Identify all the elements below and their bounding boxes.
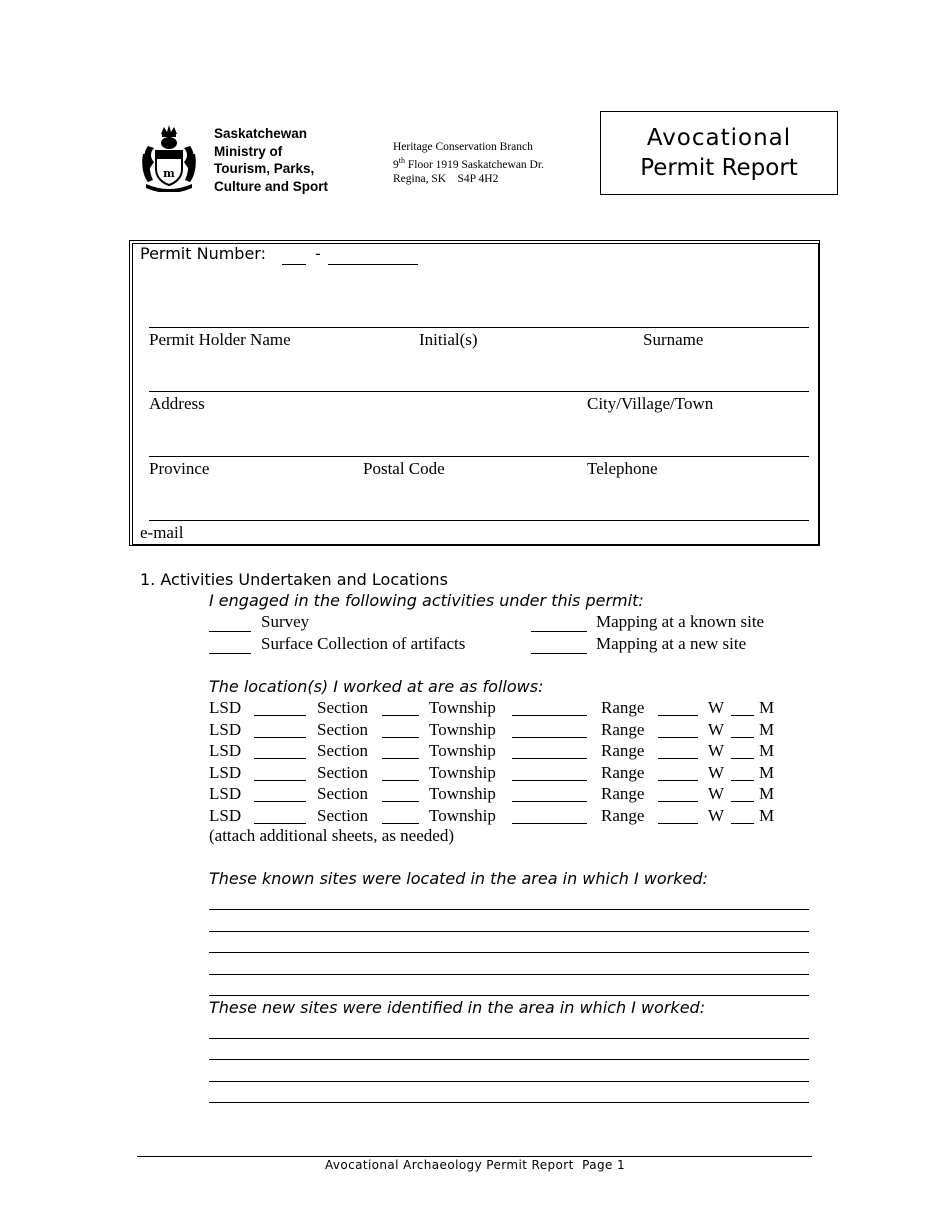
range-field[interactable] (658, 723, 698, 738)
township-label: Township (429, 784, 496, 803)
township-label: Township (429, 719, 496, 739)
meridian-field[interactable] (731, 723, 754, 738)
section-label: Section (317, 784, 368, 803)
range-label: Range (601, 784, 645, 803)
lsd-field[interactable] (254, 787, 306, 802)
range-field[interactable] (658, 701, 698, 716)
province-label: Province (149, 459, 210, 478)
mapping-known-checkbox-line[interactable] (531, 617, 587, 632)
township-field[interactable] (512, 766, 587, 781)
meridian-field[interactable] (731, 787, 754, 802)
mapping-new-checkbox-line[interactable] (531, 639, 587, 654)
new-site-line[interactable] (209, 1102, 809, 1103)
section-label: Section (317, 741, 368, 760)
w-label: W (708, 719, 725, 739)
township-field[interactable] (512, 809, 587, 824)
lsd-label: LSD (209, 741, 242, 760)
known-site-line[interactable] (209, 909, 809, 910)
meridian-field[interactable] (731, 701, 754, 716)
m-label: M (759, 805, 775, 825)
section-field[interactable] (382, 723, 419, 738)
lsd-field[interactable] (254, 723, 306, 738)
township-label: Township (429, 698, 496, 717)
section-field[interactable] (382, 787, 419, 802)
lsd-field[interactable] (254, 766, 306, 781)
lsd-label: LSD (209, 805, 242, 825)
new-site-line[interactable] (209, 1059, 809, 1060)
section-field[interactable] (382, 766, 419, 781)
known-sites-label: These known sites were located in the area in which I worked: (209, 869, 708, 888)
township-field[interactable] (512, 701, 587, 716)
surname-label: Surname (643, 330, 704, 349)
range-label: Range (601, 762, 645, 782)
permit-number-dash: - (315, 244, 321, 263)
postal-code-label: Postal Code (363, 459, 445, 478)
lsd-field[interactable] (254, 744, 306, 759)
known-site-line[interactable] (209, 931, 809, 932)
permit-holder-name-label: Permit Holder Name (149, 330, 291, 349)
lsd-field[interactable] (254, 809, 306, 824)
city-label: City/Village/Town (587, 394, 714, 413)
w-label: W (708, 805, 725, 825)
w-label: W (708, 784, 725, 803)
m-label: M (759, 784, 775, 803)
meridian-field[interactable] (731, 809, 754, 824)
activity-mapping-new: Mapping at a new site (596, 634, 747, 653)
w-label: W (708, 698, 725, 717)
w-label: W (708, 741, 725, 760)
township-field[interactable] (512, 723, 587, 738)
svg-text:m: m (163, 167, 175, 180)
activities-intro: I engaged in the following activities under this permit: (209, 591, 644, 610)
address-label: Address (149, 394, 205, 413)
lsd-label: LSD (209, 762, 242, 782)
meridian-field[interactable] (731, 744, 754, 759)
known-site-line[interactable] (209, 974, 809, 975)
m-label: M (759, 698, 775, 717)
permit-holder-box-inner (132, 243, 819, 545)
township-label: Township (429, 762, 496, 782)
section-label: Section (317, 698, 368, 717)
form-title: Avocational Permit Report (600, 111, 838, 195)
new-site-line[interactable] (209, 1038, 809, 1039)
lsd-label: LSD (209, 698, 242, 717)
range-label: Range (601, 805, 645, 825)
new-sites-label: These new sites were identified in the area in which I worked: (209, 998, 706, 1017)
range-field[interactable] (658, 787, 698, 802)
activity-survey: Survey (261, 612, 310, 631)
township-label: Township (429, 741, 496, 760)
province-field-line[interactable] (149, 456, 809, 457)
attach-note: (attach additional sheets, as needed) (209, 826, 454, 845)
new-site-line[interactable] (209, 1081, 809, 1082)
range-field[interactable] (658, 744, 698, 759)
range-label: Range (601, 741, 645, 760)
location-intro: The location(s) I worked at are as follows: (209, 677, 544, 696)
permit-number-prefix-field[interactable] (282, 250, 306, 265)
section-label: Section (317, 719, 368, 739)
permit-number-field[interactable] (328, 250, 418, 265)
initials-label: Initial(s) (419, 330, 478, 349)
section-field[interactable] (382, 701, 419, 716)
section-label: Section (317, 762, 368, 782)
range-field[interactable] (658, 809, 698, 824)
permit-number-label: Permit Number: (140, 244, 266, 263)
email-label: e-mail (140, 523, 184, 542)
lsd-field[interactable] (254, 701, 306, 716)
telephone-label: Telephone (587, 459, 658, 478)
section-1-heading: 1. Activities Undertaken and Locations (140, 570, 448, 589)
meridian-field[interactable] (731, 766, 754, 781)
lsd-label: LSD (209, 784, 242, 803)
known-site-line[interactable] (209, 995, 809, 996)
township-field[interactable] (512, 787, 587, 802)
activity-mapping-known: Mapping at a known site (596, 612, 765, 631)
section-field[interactable] (382, 809, 419, 824)
survey-checkbox-line[interactable] (209, 617, 251, 632)
known-site-line[interactable] (209, 952, 809, 953)
address-field-line[interactable] (149, 391, 809, 392)
name-field-line[interactable] (149, 327, 809, 328)
range-label: Range (601, 698, 645, 717)
township-field[interactable] (512, 744, 587, 759)
m-label: M (759, 762, 775, 782)
range-label: Range (601, 719, 645, 739)
email-field-line[interactable] (149, 520, 809, 521)
footer-text: Avocational Archaeology Permit Report Page 1 (324, 1158, 626, 1172)
lsd-label: LSD (209, 719, 242, 739)
footer-rule (137, 1156, 812, 1157)
coat-of-arms-icon (140, 124, 198, 192)
township-label: Township (429, 805, 496, 825)
branch-address: Heritage Conservation Branch 9th Floor 1919 Saskatchewan Dr. Regina, SK S4P 4H2 (393, 141, 544, 185)
range-field[interactable] (658, 766, 698, 781)
section-label: Section (317, 805, 368, 825)
m-label: M (759, 719, 775, 739)
ministry-name: Saskatchewan Ministry of Tourism, Parks, Culture and Sport (214, 126, 328, 194)
activity-surface-collection: Surface Collection of artifacts (261, 634, 466, 653)
w-label: W (708, 762, 725, 782)
section-field[interactable] (382, 744, 419, 759)
m-label: M (759, 741, 775, 760)
surface-collection-checkbox-line[interactable] (209, 639, 251, 654)
